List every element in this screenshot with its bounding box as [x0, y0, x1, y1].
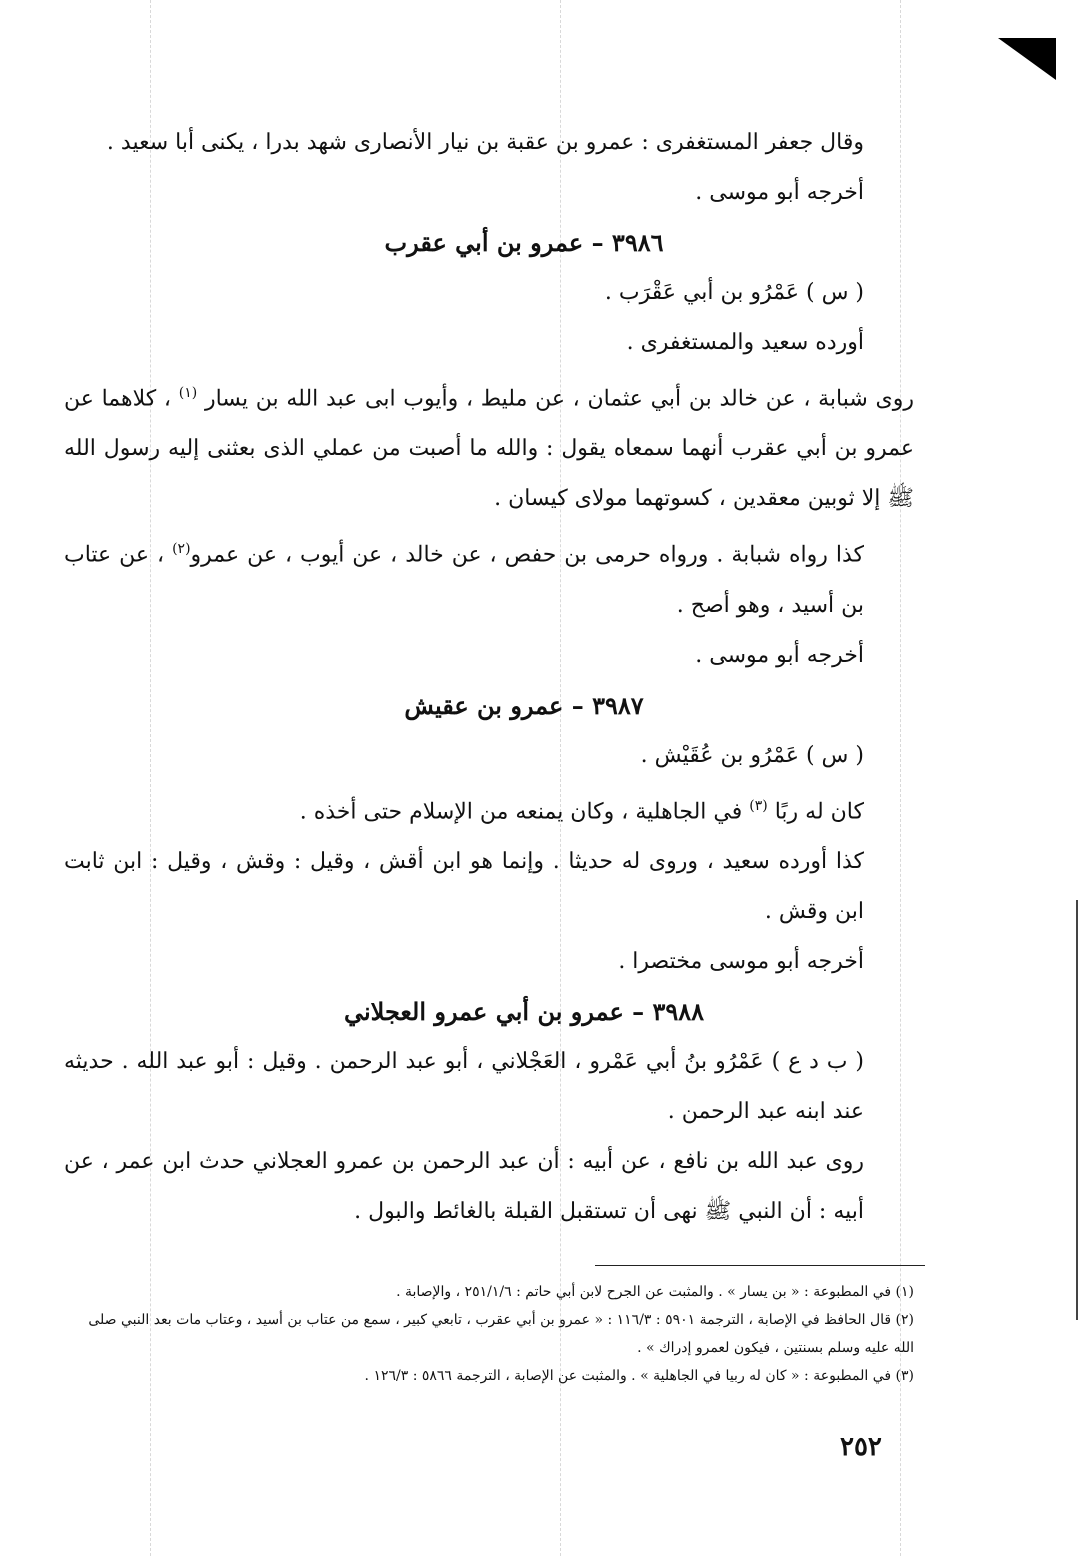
paragraph: وقال جعفر المستغفرى : عمرو بن عقبة بن نيار الأنصارى شهد بدرا ، يكنى أبا سعيد .: [106, 130, 864, 155]
footnote-ref: (١): [178, 385, 198, 401]
entry-heading: ٣٩٨٨ – عمرو بن أبي عمرو العجلاني: [343, 996, 705, 1026]
paragraph: [64, 524, 914, 630]
main-text: [64, 118, 914, 1237]
paragraph-text: كذا رواه شبابة . ورواه حرمى بن حفص ، عن خالد ، عن أيوب ، عن عمرو: [190, 542, 864, 568]
paragraph: [64, 781, 914, 837]
paragraph: أخرجه أبو موسى .: [695, 642, 864, 668]
footnote-separator: [595, 1265, 925, 1266]
footnote: (١) في المطبوعة : « بن يسار » . والمثبت عن الجرح لابن أبي حاتم : ٢٥١/١/٦ ، والإصابة .: [396, 1284, 914, 1300]
paragraph: روى عبد الله بن نافع ، عن أبيه : أن عبد الرحمن بن عمرو العجلاني حدث ابن عمر ، عن أبيه : أن النبي ﷺ نهى أن تستقبل القبلة بالغائط والبول .: [64, 1148, 864, 1224]
paragraph-text: ، عن عتاب بن أسيد ، وهو أصح .: [64, 542, 864, 618]
footnote-ref: (٣): [749, 797, 768, 814]
footnote-ref: (٢): [172, 541, 191, 558]
paragraph: ( س ) عَمْرُو بن عُقَيْش .: [640, 742, 864, 768]
paragraph-text: ، كلاهما عن عمرو بن أبي عقرب أنهما سمعاه يقول : والله ما أصبت من عملي الذى بعثنى إليه رسول الله ﷺ إلا ثوبين معقدين ، كسوتهما مولاى كيسان .: [64, 386, 914, 512]
paragraph: أخرجه أبو موسى مختصرا .: [618, 948, 864, 974]
paragraph: كذا أورده سعيد ، وروى له حديثا . وإنما هو ابن أقش ، وقيل : وقش ، وقيل : ابن ثابت ابن وقش .: [64, 848, 864, 924]
entry-heading: ٣٩٨٦ – عمرو بن أبي عقرب: [384, 228, 664, 257]
scan-edge-line: [1076, 900, 1078, 1320]
paragraph: [64, 368, 914, 524]
entry-heading: ٣٩٨٧ – عمرو بن عقيش: [404, 690, 644, 720]
footnotes: [64, 1278, 914, 1390]
paragraph: ( ب د ع ) عَمْرُو بنُ أبي عَمْرو ، العَجْلاني ، أبو عبد الرحمن . وقيل : أبو عبد الله . حديثه عند ابنه عبد الرحمن .: [64, 1048, 864, 1124]
paragraph-text: في الجاهلية ، وكان يمنعه من الإسلام حتى أخذه .: [299, 798, 743, 824]
paragraph: ( س ) عَمْرُو بن أبي عَقْرَب .: [604, 280, 864, 305]
paragraph: أورده سعيد والمستغفرى .: [626, 330, 864, 355]
footnote: (٢) قال الحافظ في الإصابة ، الترجمة ٥٩٠١ : ١١٦/٣ : « عمرو بن أبي عقرب ، تابعي كبير ، سمع من عتاب بن أسيد ، وعتاب مات بعد النبي صلى الله عليه وسلم بسنتين ، فيكون لعمرو إدراك » .: [88, 1312, 914, 1356]
paragraph-text: كان له ربًا: [774, 798, 864, 824]
paragraph-text: روى شبابة ، عن خالد بن أبي عثمان ، عن مليط ، وأيوب ابى عبد الله بن يسار: [204, 386, 915, 412]
footnote: (٣) في المطبوعة : « كان له ربيا في الجاهلية » . والمثبت عن الإصابة ، الترجمة ٥٨٦٦ : ١٢٦/٣ .: [364, 1368, 914, 1384]
paragraph: أخرجه أبو موسى .: [695, 180, 864, 205]
page-number: ٢٥٢: [840, 1432, 882, 1462]
corner-triangle-icon: [998, 38, 1056, 80]
